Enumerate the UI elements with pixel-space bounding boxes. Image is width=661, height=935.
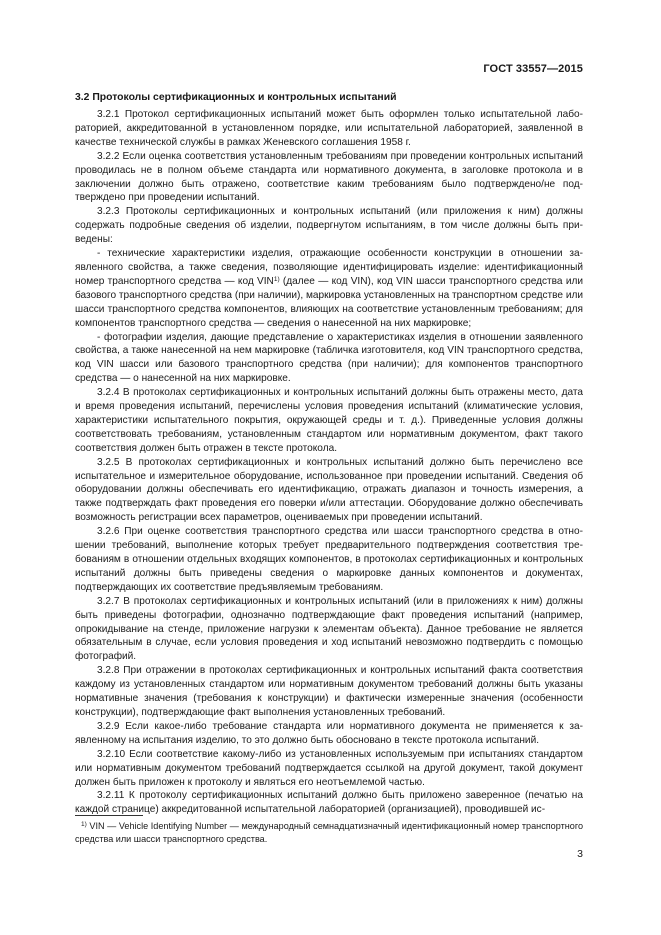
paragraph-3-2-8: 3.2.8 При отражении в протоколах сертификационных и контрольных испытаний факта соответствия каждому из установленных стандартом или нормативным документом требований должны быть указаны нормативные значения (требования к конструкции) и фактически измеренные значения (особенности конструкции), подтверждающие факт выполнения установленных требований. <box>75 665 583 718</box>
footnote <box>75 820 583 846</box>
bullet-dash: - <box>97 248 101 260</box>
page-number: 3 <box>577 848 583 860</box>
paragraph-3-2-2: 3.2.2 Если оценка соответствия установленным требованиям при проведении контрольных испытаний проводилась не в полном объеме стандарта или нормативного документа, в заголовке протокола и в заключении должно быть отражено, соответствие каким требованиям было подтверждено/не подтверждено при проведении испытаний. <box>75 150 583 204</box>
section-title: 3.2 Протоколы сертификационных и контрольных испытаний <box>75 92 397 103</box>
paragraph-3-2-11: 3.2.11 К протоколу сертификационных испытаний должно быть приложено заверенное (печатью на каждой странице) аккредитованной испытательной лабораторией (организацией), проводившей ис- <box>75 790 583 816</box>
standard-designation: ГОСТ 33557—2015 <box>483 63 583 75</box>
paragraph-3-2-1: 3.2.1 Протокол сертификационных испытаний может быть оформлен только испытательной лабораторией, аккредитованной в установленном порядке, или испытательной лабораторией, заявленной в качестве технической службы в рамках Женевского соглашения 1958 г. <box>75 109 583 148</box>
paragraph-3-2-5: 3.2.5 В протоколах сертификационных и контрольных испытаний должно быть перечислено все испытательное и измерительное оборудование, использованное при проведении испытаний. Сведения об оборудовании должны обеспечивать его идентификацию, отражать диапазон и точность измерения, а также подтверждать факт проведения его поверки и/или аттестации. Оборудование должно обеспечивать возможность регистрации всех параметров, оцениваемых при проведении испытаний. <box>75 456 583 524</box>
list-item-text-a: технические характеристики изделия, отражающие особенности конструкции в отношении заявленного свойства, а также сведения, позволяющие идентифицировать изделие: идентификационный номер транспортного средства — код VIN <box>75 248 583 287</box>
list-item-text-b: (далее — код VIN), код VIN шасси транспортного средства или базового транспортного средства (при наличии), маркировка установленных на транспортном средстве или шасси транспортного средства компонентов, влияющих на соответствие установленным требованиям; для компонентов транспортного средства — сведения о нанесенной на них маркировке; <box>75 275 583 329</box>
paragraph-3-2-7: 3.2.7 В протоколах сертификационных и контрольных испытаний (или в приложениях к ним) должны быть приведены фотографии, однозначно подтверждающие факт проведения испытаний (например, опрокидывание на стенде, приложение нагрузки к элементам объекта). Данное требование не является обязательным в случае, если условия проведения и ход испытаний невозможно подтвердить с помощью фотографий. <box>75 595 583 663</box>
footnote-reference: 1) <box>273 275 280 283</box>
paragraph-3-2-4: 3.2.4 В протоколах сертификационных и контрольных испытаний должны быть отражены место, дата и время проведения испытаний, перечислены условия проведения испытаний (климатические условия, характеристики испытательного покрытия, окружающей среды и т. д.). Приведенные условия должны соответствовать требованиям, установленным стандартом или нормативным документом, факт такого соответствия должен быть отражен в тексте протокола. <box>75 387 583 454</box>
list-item-characteristics <box>75 247 583 330</box>
footnote-separator <box>75 815 143 816</box>
paragraph-3-2-9: 3.2.9 Если какое-либо требование стандарта или нормативного документа не применяется к заявленному на испытания изделию, то это должно быть обосновано в тексте протокола испытаний. <box>75 720 583 746</box>
main-text <box>75 91 583 817</box>
list-item-photos <box>75 331 583 387</box>
list-item-text: фотографии изделия, дающие представление о характеристиках изделия в отношении заявленного свойства, а также нанесенной на нем маркировке (табличка изготовителя, код VIN транспортного средства, код VIN шасси или базового транспортного средства (при наличии); для компонентов транспортного средства — о нанесенной на них маркировке. <box>75 331 584 385</box>
paragraph-3-2-3: 3.2.3 Протоколы сертификационных и контрольных испытаний (или приложения к ним) должны содержать подробные сведения об изделии, подвергнутом испытаниям, в том числе должны быть приведены: <box>75 206 583 246</box>
footnote-text: VIN — Vehicle Identifying Number — международный семнадцатизначный идентификационный номер транспортного средства или шасси транспортного средства. <box>75 821 583 844</box>
paragraph-3-2-10: 3.2.10 Если соответствие какому-либо из установленных используемым при испытаниях стандартом или нормативным документом требований подтверждается ссылкой на другой документ, такой документ должен быть приложен к протоколу и являться его неотъемлемой частью. <box>75 748 583 788</box>
paragraph-3-2-6: 3.2.6 При оценке соответствия транспортного средства или шасси транспортного средства в отношении требований, выполнение которых требует предварительного подтверждения соответствия требованиям в отношении отдельных входящих компонентов, в протоколах сертификационных и контрольных испытаний должны быть приведены сведения о маркировке данных компонентов и документах, подтверждающих их соответствие предъявляемым требованиям. <box>75 526 583 593</box>
footnote-marker: 1) <box>81 821 87 828</box>
bullet-dash: - <box>97 331 101 343</box>
